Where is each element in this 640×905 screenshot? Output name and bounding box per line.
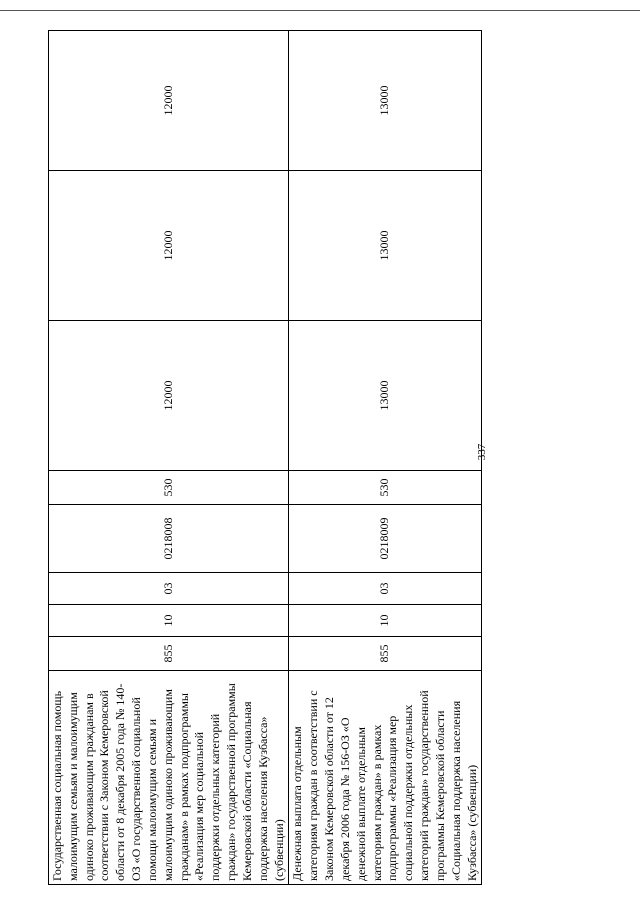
amount-2: 12000 (49, 171, 289, 321)
ministry-code: 855 (49, 637, 289, 671)
page-number: 337 (476, 443, 488, 461)
row-description: Государственная социальная помощь малоимущим семьям и малоимущим одиноко проживающим гражданам в соответствии с Законом Кемеровской области от 8 декабря 2005 года № 140-ОЗ «О государственной социальной помощи малоимущим семьям и малоимущим одиноко проживающим гражданам» в рамках подпрограммы «Реализация мер социальной поддержки отдельных категорий граждан» государственной программы Кемеровской области «Социальная поддержка населения Кузбасса» (субвенции) (49, 671, 289, 885)
target-article-code: 0218008 (49, 505, 289, 573)
target-article-code: 0218009 (289, 505, 482, 573)
ministry-code: 855 (289, 637, 482, 671)
budget-table (48, 30, 482, 885)
expense-type-code: 530 (49, 471, 289, 505)
table-row (49, 31, 289, 885)
section-code: 10 (49, 605, 289, 637)
amount-3: 12000 (49, 31, 289, 171)
row-description: Денежная выплата отдельным категориям граждан в соответствии с Законом Кемеровской области от 12 декабря 2006 года № 156-ОЗ «О денежной выплате отдельным категориям граждан» в рамках подпрограммы «Реализация мер социальной поддержки отдельных категорий граждан» государственной программы Кемеровской области «Социальная поддержка населения Кузбасса» (субвенции) (289, 671, 482, 885)
table-row (289, 31, 482, 885)
expense-type-code: 530 (289, 471, 482, 505)
amount-2: 13000 (289, 171, 482, 321)
subsection-code: 03 (49, 573, 289, 605)
amount-1: 13000 (289, 321, 482, 471)
amount-3: 13000 (289, 31, 482, 171)
section-code: 10 (289, 605, 482, 637)
rotated-table-wrapper (48, 31, 479, 885)
top-rule (0, 10, 640, 11)
amount-1: 12000 (49, 321, 289, 471)
subsection-code: 03 (289, 573, 482, 605)
